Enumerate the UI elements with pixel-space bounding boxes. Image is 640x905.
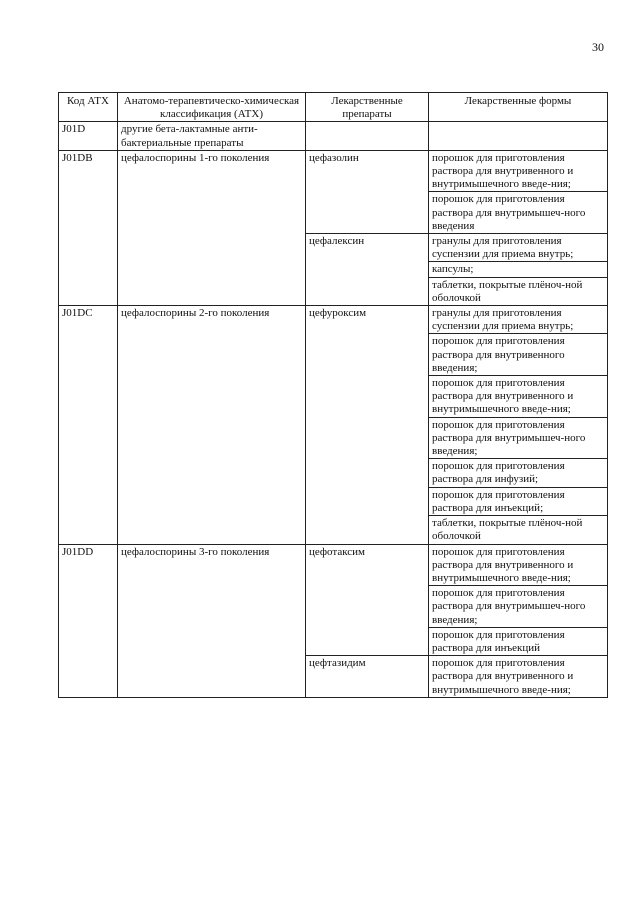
form-cell: порошок для приготовления раствора для инфузий; xyxy=(429,459,608,487)
atx-code-cell: J01D xyxy=(59,122,118,150)
table-header xyxy=(59,93,608,122)
form-cell: порошок для приготовления раствора для внутримышеч-ного введения xyxy=(429,192,608,234)
classification-cell: цефалоспорины 1-го поколения xyxy=(118,150,306,305)
header-forms: Лекарственные формы xyxy=(429,93,608,122)
form-cell: порошок для приготовления раствора для инъекций; xyxy=(429,487,608,515)
drug-cell: цефалексин xyxy=(306,234,429,306)
table-body xyxy=(59,122,608,697)
form-cell: таблетки, покрытые плёноч-ной оболочкой xyxy=(429,277,608,305)
drug-cell: цефтазидим xyxy=(306,656,429,698)
atx-table xyxy=(58,92,608,698)
table-row xyxy=(59,122,608,150)
page-number: 30 xyxy=(592,40,604,54)
form-cell: порошок для приготовления раствора для инъекций xyxy=(429,627,608,655)
form-cell: порошок для приготовления раствора для внутривенного и внутримышечного введе-ния; xyxy=(429,376,608,418)
classification-cell: цефалоспорины 3-го поколения xyxy=(118,544,306,697)
header-code: Код АТХ xyxy=(59,93,118,122)
form-cell: таблетки, покрытые плёноч-ной оболочкой xyxy=(429,516,608,544)
table-row xyxy=(59,544,608,586)
atx-code-cell: J01DC xyxy=(59,306,118,544)
classification-cell: цефалоспорины 2-го поколения xyxy=(118,306,306,544)
drug-cell xyxy=(306,122,429,150)
form-cell: порошок для приготовления раствора для внутривенного и внутримышечного введе-ния; xyxy=(429,150,608,192)
form-cell: капсулы; xyxy=(429,262,608,277)
atx-code-cell: J01DB xyxy=(59,150,118,305)
form-cell: гранулы для приготовления суспензии для приема внутрь; xyxy=(429,234,608,262)
form-cell: порошок для приготовления раствора для внутримышеч-ного введения; xyxy=(429,417,608,459)
form-cell: порошок для приготовления раствора для внутривенного и внутримышечного введе-ния; xyxy=(429,544,608,586)
form-cell: порошок для приготовления раствора для внутривенного введения; xyxy=(429,334,608,376)
form-cell: порошок для приготовления раствора для внутривенного и внутримышечного введе-ния; xyxy=(429,656,608,698)
header-row xyxy=(59,93,608,122)
drug-cell: цефазолин xyxy=(306,150,429,233)
form-cell: порошок для приготовления раствора для внутримышеч-ного введения; xyxy=(429,586,608,628)
table-row xyxy=(59,150,608,192)
drug-cell: цефотаксим xyxy=(306,544,429,656)
header-classification: Анатомо-терапевтическо-химическая классификация (АТХ) xyxy=(118,93,306,122)
classification-cell: другие бета-лактамные анти-бактериальные препараты xyxy=(118,122,306,150)
drug-cell: цефуроксим xyxy=(306,306,429,544)
table-row xyxy=(59,306,608,334)
header-drugs: Лекарственные препараты xyxy=(306,93,429,122)
form-cell: гранулы для приготовления суспензии для приема внутрь; xyxy=(429,306,608,334)
form-cell xyxy=(429,122,608,150)
atx-code-cell: J01DD xyxy=(59,544,118,697)
